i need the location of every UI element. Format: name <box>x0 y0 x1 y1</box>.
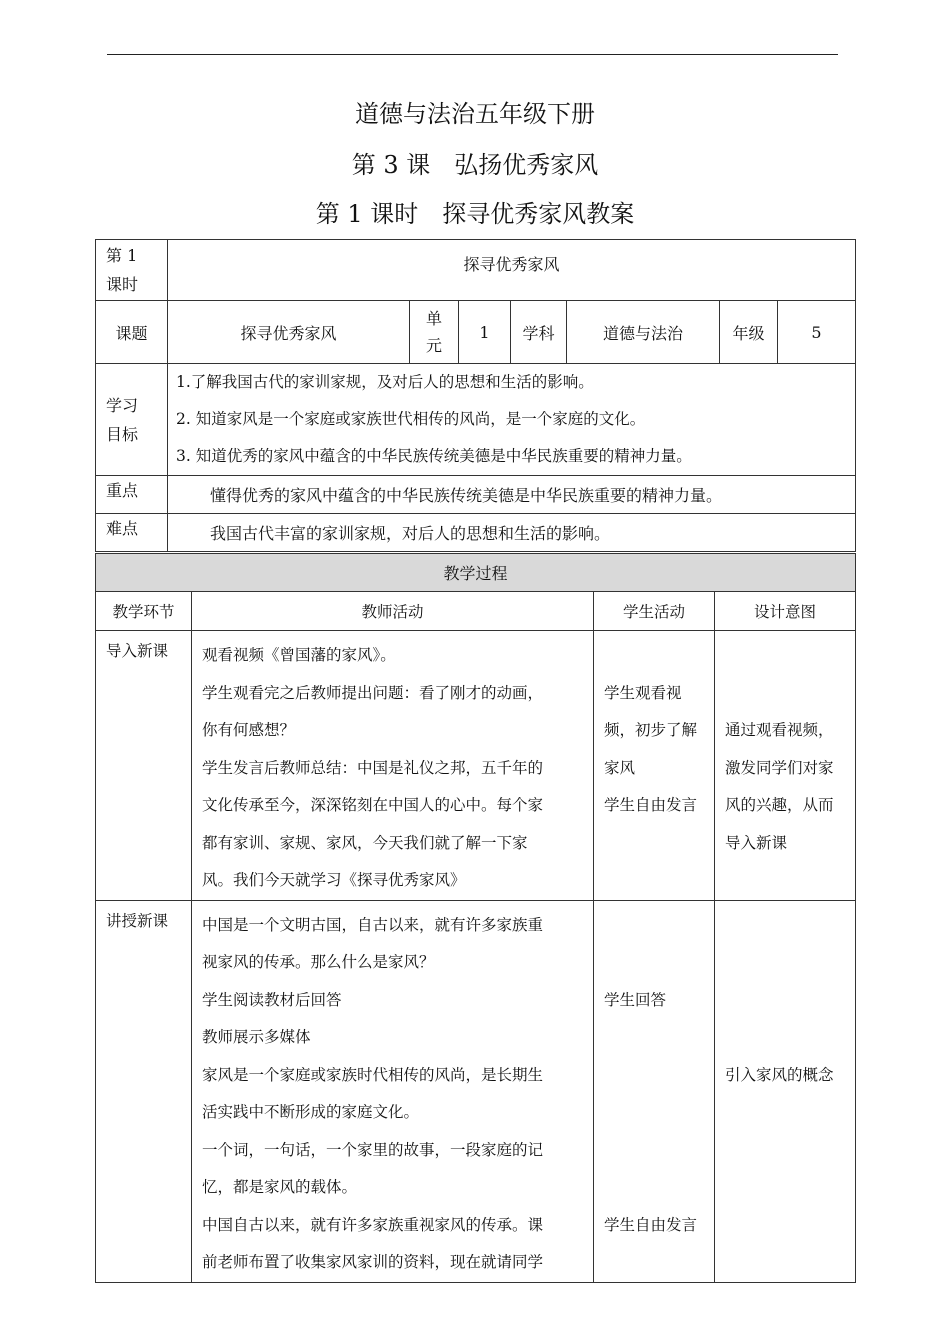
goal-item: 2. 知道家风是一个家庭或家族世代相传的风尚，是一个家庭的文化。 <box>176 410 646 428</box>
difficult-label: 难点 <box>96 514 168 552</box>
student-line: 学生自由发言 <box>604 796 698 814</box>
subject-value: 道德与法治 <box>567 301 720 364</box>
teacher-line: 学生发言后教师总结：中国是礼仪之邦，五千年的 <box>202 758 544 777</box>
period-heading: 探寻优秀家风 <box>168 240 856 301</box>
student-line: 学生自由发言 <box>604 1215 698 1234</box>
student-line: 学生观看视 <box>604 683 682 702</box>
process-row-teaching <box>96 900 856 1282</box>
student-line <box>604 1057 704 1095</box>
student-line: 家风 <box>604 758 636 777</box>
key-row <box>96 476 856 514</box>
stage-cell: 讲授新课 <box>96 900 192 1282</box>
intent-line <box>725 675 845 713</box>
student-line <box>604 1094 704 1132</box>
key-label: 重点 <box>96 476 168 514</box>
intent-line: 引入家风的概念 <box>725 1065 834 1084</box>
header-intent: 设计意图 <box>715 592 856 631</box>
stage-cell: 导入新课 <box>96 631 192 901</box>
unit-label-line1: 单 <box>425 309 442 328</box>
intent-line <box>725 1019 845 1057</box>
teacher-activity <box>192 631 594 901</box>
goals-label <box>96 364 168 476</box>
student-line <box>604 1019 704 1057</box>
process-header-row <box>96 592 856 631</box>
goals-row <box>96 364 856 476</box>
student-line <box>604 637 704 675</box>
intent-line <box>725 637 845 675</box>
period-row <box>96 240 856 301</box>
design-intent <box>715 631 856 901</box>
period-label-line1: 第 1 <box>106 246 138 265</box>
student-activity <box>594 631 715 901</box>
difficult-row <box>96 514 856 552</box>
teacher-line: 视家风的传承。那么什么是家风？ <box>202 953 435 971</box>
topic-label: 课题 <box>96 301 168 364</box>
topic-row <box>96 301 856 364</box>
student-line: 频，初步了解 <box>604 721 698 739</box>
teacher-line: 风。我们今天就学习《探寻优秀家风》 <box>202 871 466 889</box>
process-band-row <box>96 554 856 592</box>
header-teacher: 教师活动 <box>192 592 594 631</box>
student-line <box>604 944 704 982</box>
header-rule <box>107 54 838 55</box>
teacher-line: 学生阅读教材后回答 <box>202 990 342 1009</box>
unit-label-line2: 元 <box>425 336 442 355</box>
intent-line: 激发同学们对家 <box>725 758 834 777</box>
teacher-line: 活实践中不断形成的家庭文化。 <box>202 1103 420 1121</box>
teacher-line: 一个词，一句话，一个家里的故事，一段家庭的记 <box>202 1140 544 1159</box>
grade-label: 年级 <box>720 301 778 364</box>
process-row-intro <box>96 631 856 901</box>
grade-value: 5 <box>778 301 856 364</box>
intent-line: 导入新课 <box>725 833 788 852</box>
goal-item: 3. 知道优秀的家风中蕴含的中华民族传统美德是中华民族重要的精神力量。 <box>176 447 692 465</box>
difficult-value: 我国古代丰富的家训家规，对后人的思想和生活的影响。 <box>168 514 856 552</box>
student-line <box>604 1169 704 1207</box>
goals-label-line1: 学习 <box>106 395 139 415</box>
design-intent <box>715 900 856 1282</box>
unit-value: 1 <box>459 301 511 364</box>
key-value: 懂得优秀的家风中蕴含的中华民族传统美德是中华民族重要的精神力量。 <box>168 476 856 514</box>
teacher-line: 中国自古以来，就有许多家族重视家风的传承。课 <box>202 1215 544 1234</box>
goal-item: 1.了解我国古代的家训家规，及对后人的思想和生活的影响。 <box>176 373 594 391</box>
lesson-title: 第 3 课 弘扬优秀家风 <box>351 151 599 179</box>
goals-label-line2: 目标 <box>106 424 139 444</box>
teacher-line: 观看视频《曾国藩的家风》。 <box>202 646 396 664</box>
intent-line: 风的兴趣，从而 <box>725 796 834 814</box>
student-activity <box>594 900 715 1282</box>
student-line <box>604 907 704 945</box>
student-line <box>604 1132 704 1170</box>
intent-line: 通过观看视频， <box>725 721 834 739</box>
lesson-info-table <box>95 239 856 552</box>
document-title: 道德与法治五年级下册 <box>355 100 595 128</box>
subject-label: 学科 <box>511 301 567 364</box>
teacher-line: 你有何感想？ <box>202 721 296 739</box>
teacher-line: 文化传承至今，深深铭刻在中国人的心中。每个家 <box>202 796 544 814</box>
header-student: 学生活动 <box>594 592 715 631</box>
teacher-line: 教师展示多媒体 <box>202 1028 311 1046</box>
period-title: 第 1 课时 探寻优秀家风教案 <box>315 200 635 228</box>
period-label-line2: 课时 <box>106 275 139 294</box>
intent-line <box>725 907 845 945</box>
intent-line <box>725 982 845 1020</box>
teacher-line: 前老师布置了收集家风家训的资料，现在就请同学 <box>202 1253 544 1271</box>
header-stage: 教学环节 <box>96 592 192 631</box>
intent-line <box>725 944 845 982</box>
student-line: 学生回答 <box>604 990 667 1009</box>
topic-value: 探寻优秀家风 <box>168 301 410 364</box>
teaching-process-table <box>95 553 856 1283</box>
teacher-line: 家风是一个家庭或家族时代相传的风尚，是长期生 <box>202 1065 544 1084</box>
teacher-line: 都有家训、家规、家风，今天我们就了解一下家 <box>202 833 528 852</box>
teacher-activity <box>192 900 594 1282</box>
unit-label <box>410 301 459 364</box>
teacher-line: 中国是一个文明古国，自古以来，就有许多家族重 <box>202 915 544 934</box>
teacher-line: 学生观看完之后教师提出问题：看了刚才的动画， <box>202 683 544 702</box>
period-label <box>96 240 168 301</box>
teacher-line: 忆，都是家风的载体。 <box>202 1178 358 1196</box>
process-band: 教学过程 <box>96 554 856 592</box>
goals-list <box>168 364 856 476</box>
